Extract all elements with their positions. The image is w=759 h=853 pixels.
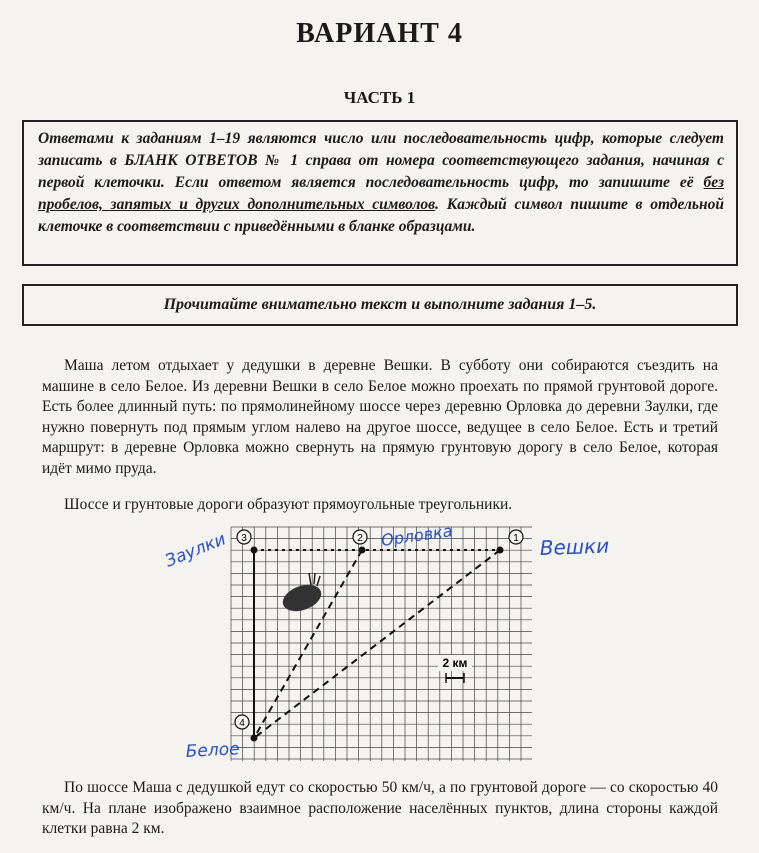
scale-label: 2 км [442, 656, 468, 670]
dirt-road-2-to-4 [254, 550, 362, 738]
marker-4 [235, 715, 249, 729]
scale-indicator [438, 655, 472, 683]
task-header-box: Прочитайте внимательно текст и выполните задания 1–5. [22, 284, 738, 326]
handwritten-zaulki: Заулки [162, 529, 229, 572]
paragraph-triangles: Шоссе и грунтовые дороги образуют прямоугольные треугольники. [64, 496, 513, 513]
handwritten-veshki: Вешки [539, 533, 610, 560]
reeds-icon [309, 573, 320, 586]
marker-2 [353, 530, 367, 544]
paragraph-speeds: По шоссе Маша с дедушкой едут со скоростью 50 км/ч, а по грунтовой дороге — со скоростью 40 км/ч. На плане изображено взаимное расположение населённых пунктов, длина стороны каждой клетки равна 2 км. [42, 779, 718, 837]
map-grid [231, 527, 532, 761]
instructions-text-b: . Каждый символ пишите в отдельной клеточке в соответствии с приведёнными в бланке образцами. [38, 196, 724, 235]
handwritten-labels [162, 521, 609, 762]
pond [279, 573, 325, 616]
page-title: ВАРИАНТ 4 [296, 18, 463, 49]
part-heading: ЧАСТЬ 1 [343, 88, 416, 107]
marker-1 [509, 530, 523, 544]
marker-label: 2 [357, 533, 363, 544]
paragraph-story: Маша летом отдыхает у дедушки в деревне Вешки. В субботу они собираются съездить на машине в село Белое. Из деревни Вешки в село Белое можно проехать по прямой грунтовой дороге. Есть более длинный путь: по прямолинейному шоссе через деревню Орловка до деревни Заулки, где нужно повернуть под прямым углом налево на другое шоссе, ведущее в село Белое. Есть и третий маршрут: в деревне Орловка можно свернуть на прямую грунтовую дорогу в село Белое, которая идёт мимо пруда. [42, 357, 718, 477]
handwritten-orlovka: Орловка [379, 521, 454, 550]
point-2 [359, 547, 366, 554]
point-1 [497, 547, 504, 554]
point-3 [251, 547, 258, 554]
instructions-text-a: Ответами к заданиям 1–19 являются число или последовательность цифр, которые следует записать в БЛАНК ОТВЕТОВ № 1 справа от номера соответствующего задания, начиная с первой клеточки. Если ответом является последовательность цифр, то запишите её [38, 130, 724, 191]
marker-3 [237, 530, 251, 544]
marker-label: 1 [513, 533, 519, 544]
point-4 [251, 735, 258, 742]
marker-label: 4 [239, 718, 245, 729]
marker-label: 3 [241, 533, 247, 544]
instructions-underlined: без пробелов, запятых и других дополнительных символов [38, 174, 724, 213]
handwritten-beloe: Белое [185, 739, 241, 762]
